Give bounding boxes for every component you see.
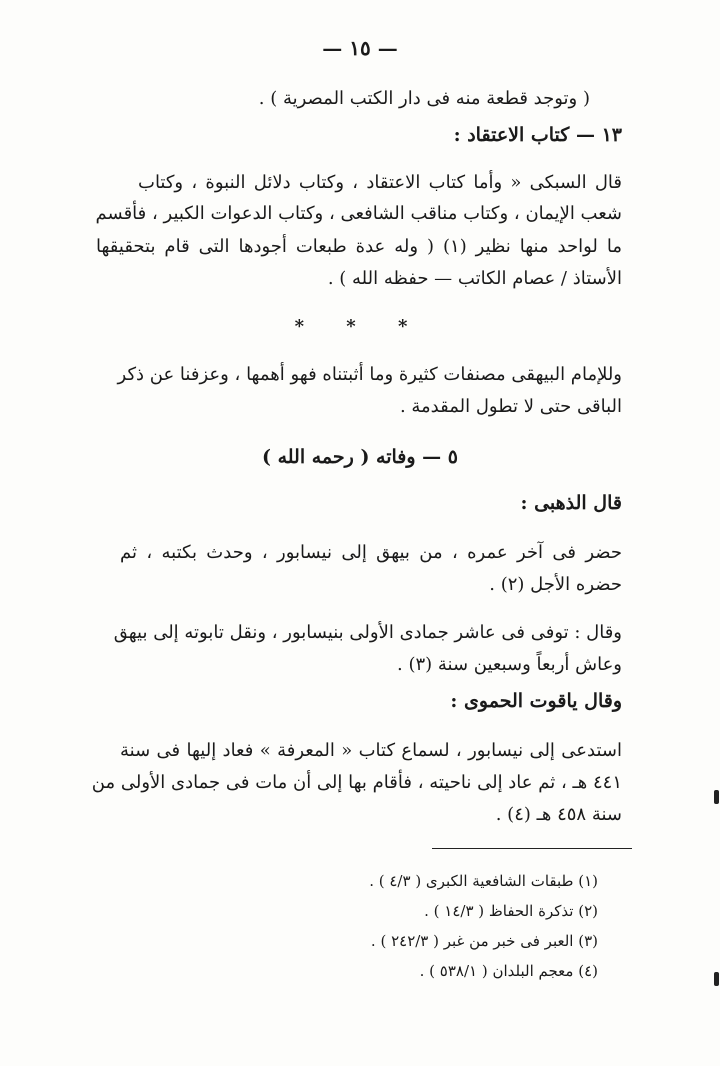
dhahabi-para-1-line-2: حضره الأجل (٢) . <box>489 574 622 595</box>
footnote-2: (٢) تذكرة الحفاظ ( ١٤/٣ ) . <box>424 902 598 920</box>
section-13-line-4: الأستاذ / عصام الكاتب — حفظه الله ) . <box>327 268 622 289</box>
intro-line: ( وتوجد قطعة منه فى دار الكتب المصرية ) . <box>258 88 590 109</box>
closing-para-line-2: الباقى حتى لا تطول المقدمة . <box>399 396 622 417</box>
yaqut-para-line-1: استدعى إلى نيسابور ، لسماع كتاب « المعرفة » فعاد إليها فى سنة <box>120 740 622 761</box>
page-number: — ١٥ — <box>322 36 398 60</box>
section-separator: * * * <box>294 316 426 337</box>
closing-para-line-1: وللإمام البيهقى مصنفات كثيرة وما أثبتناه فهو أهمها ، وعزفنا عن ذكر <box>117 364 622 385</box>
dhahabi-para-2-line-1: وقال : توفى فى عاشر جمادى الأولى بنيسابور ، ونقل تابوته إلى بيهق <box>113 622 622 643</box>
footnote-divider <box>432 848 632 849</box>
footnote-3: (٣) العبر فى خبر من غبر ( ٢٤٢/٣ ) . <box>370 932 598 950</box>
footnote-1: (١) طبقات الشافعية الكبرى ( ٤/٣ ) . <box>369 872 598 890</box>
yaqut-para-line-3: سنة ٤٥٨ هـ (٤) . <box>495 804 622 825</box>
scan-edge-mark <box>714 790 719 804</box>
dhahabi-heading: قال الذهبى : <box>520 492 622 514</box>
yaqut-para-line-2: ٤٤١ هـ ، ثم عاد إلى ناحيته ، فأقام بها إلى أن مات فى جمادى الأولى من <box>91 772 622 793</box>
scan-edge-mark <box>714 972 719 986</box>
dhahabi-para-2-line-2: وعاش أربعاً وسبعين سنة (٣) . <box>397 654 622 675</box>
dhahabi-para-1-line-1: حضر فى آخر عمره ، من بيهق إلى نيسابور ، وحدث بكتبه ، ثم <box>120 542 622 563</box>
footnote-4: (٤) معجم البلدان ( ٥٣٨/١ ) . <box>419 962 598 980</box>
yaqut-heading: وقال ياقوت الحموى : <box>450 690 622 712</box>
section-13-heading: ١٣ — كتاب الاعتقاد : <box>453 124 622 146</box>
section-13-line-2: شعب الإيمان ، وكتاب مناقب الشافعى ، وكتاب الدعوات الكبير ، فأقسم <box>95 203 622 224</box>
section-13-line-3: ما لواحد منها نظير (١) ( وله عدة طبعات أجودها التى قام بتحقيقها <box>96 236 622 257</box>
section-13-line-1: قال السبكى « وأما كتاب الاعتقاد ، وكتاب دلائل النبوة ، وكتاب <box>138 172 622 193</box>
section-5-heading: ٥ — وفاته ( رحمه الله ) <box>261 446 459 468</box>
